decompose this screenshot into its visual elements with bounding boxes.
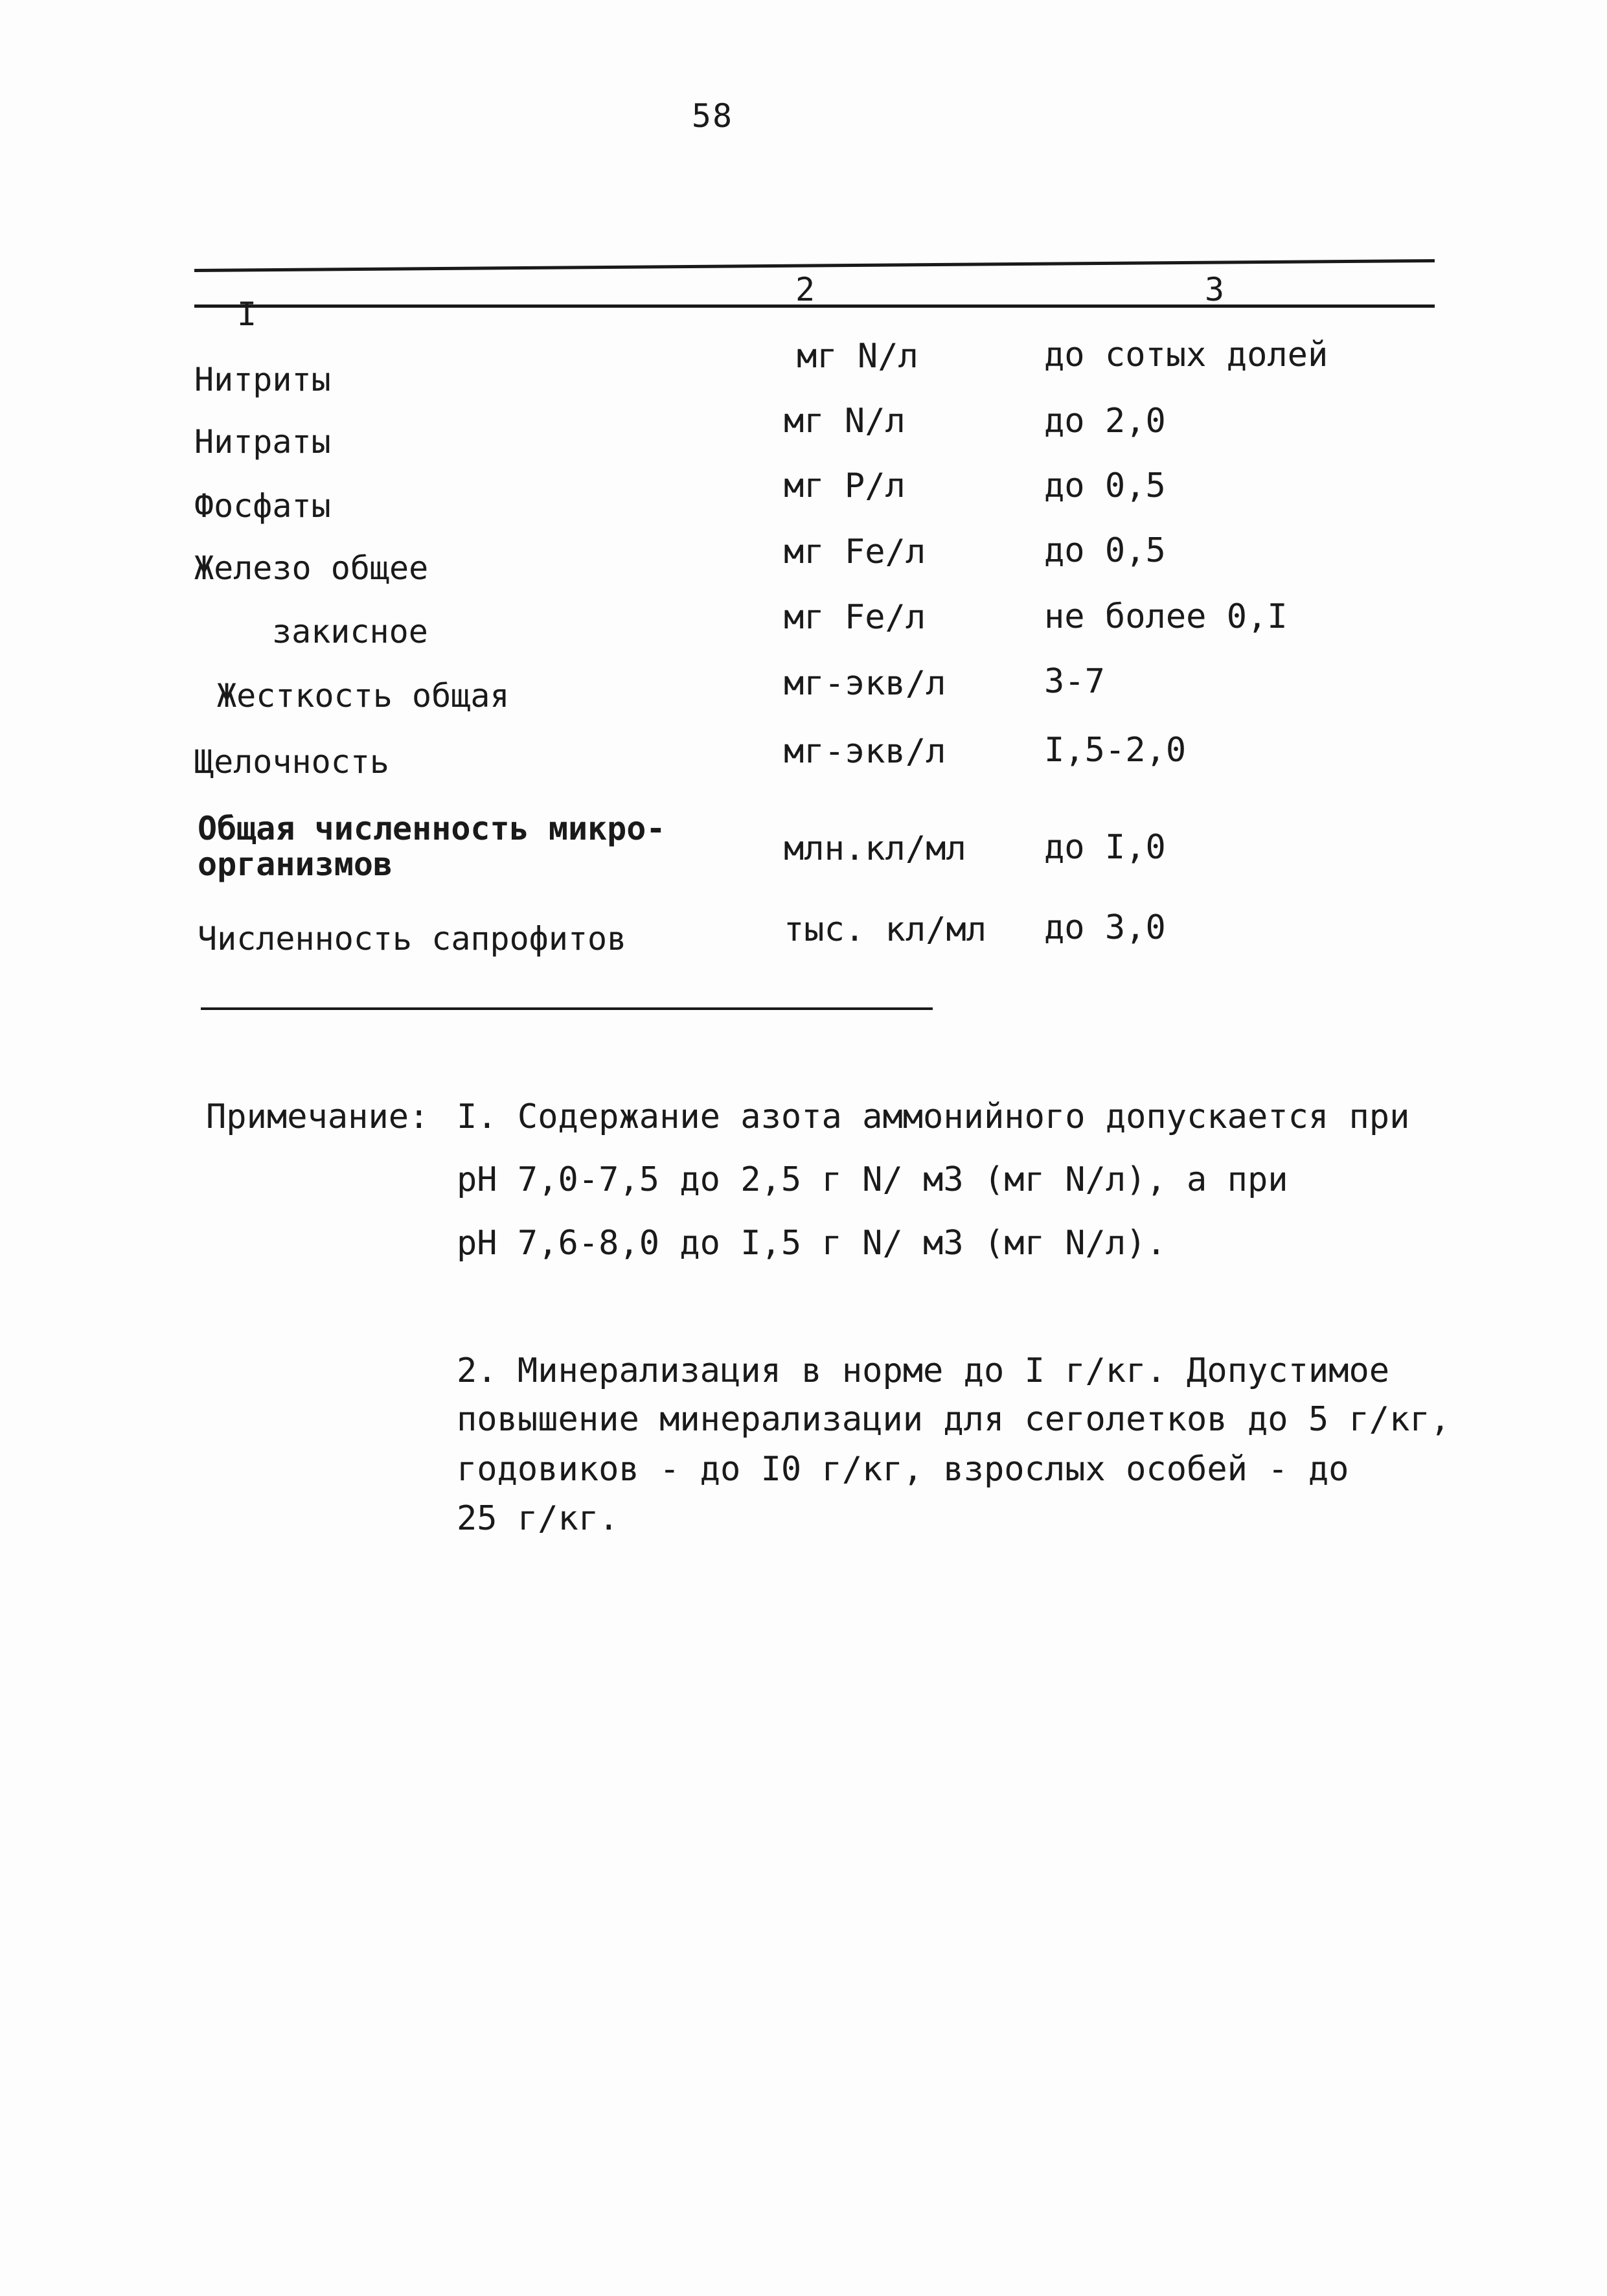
- table-row-unit: мг-экв/л: [784, 732, 946, 771]
- table-row-name: Железо общее: [194, 549, 429, 587]
- table-row-value: до сотых долей: [1044, 336, 1328, 374]
- table-row-name: Жесткость общая: [217, 677, 510, 715]
- note-item-2-line: 2. Минерализация в норме до I г/кг. Допустимое: [457, 1351, 1390, 1390]
- column-header-3: 3: [1205, 271, 1225, 308]
- table-row-value: 3-7: [1044, 662, 1105, 701]
- table-row-unit: млн.кл/мл: [784, 829, 966, 868]
- table-row-unit: мг P/л: [784, 466, 906, 505]
- table-row-value: до 0,5: [1044, 531, 1166, 570]
- note-item-1-line: I. Содержание азота аммонийного допускается при: [457, 1097, 1410, 1136]
- table-row-name: Фосфаты: [194, 487, 331, 525]
- column-header-1: I: [237, 295, 257, 333]
- column-header-2: 2: [795, 271, 815, 308]
- table-row-name: закисное: [272, 613, 428, 650]
- table-row-unit: мг N/л: [797, 337, 918, 376]
- table-row-value: до I,0: [1044, 828, 1166, 867]
- table-row-name: Нитриты: [194, 361, 331, 398]
- note-item-2-line: повышение минерализации для сеголетков до 5 г/кг,: [457, 1400, 1451, 1439]
- table-row-value: не более 0,I: [1044, 597, 1288, 636]
- table-row-unit: тыс. кл/мл: [784, 910, 987, 949]
- table-row-unit: мг Fe/л: [784, 533, 926, 571]
- note-item-2-line: годовиков - до I0 г/кг, взрослых особей - до: [457, 1450, 1349, 1489]
- table-row-name-continued: организмов: [198, 845, 393, 883]
- table-row-value: до 2,0: [1044, 402, 1166, 441]
- note-item-2-line: 25 г/кг.: [457, 1499, 619, 1538]
- page-number: 58: [691, 97, 734, 135]
- table-top-rule: [194, 259, 1435, 272]
- table-row-value: I,5-2,0: [1044, 731, 1187, 770]
- table-bottom-rule: [201, 1007, 933, 1010]
- note-item-1-line: рН 7,0-7,5 до 2,5 г N/ м3 (мг N/л), а при: [457, 1160, 1288, 1199]
- note-item-1-line: рН 7,6-8,0 до I,5 г N/ м3 (мг N/л).: [457, 1224, 1167, 1263]
- table-row-name: Нитраты: [194, 423, 331, 461]
- table-row-value: до 3,0: [1044, 908, 1166, 947]
- table-row-unit: мг-экв/л: [784, 664, 946, 703]
- table-row-value: до 0,5: [1044, 466, 1166, 505]
- table-row-name: Численность сапрофитов: [198, 920, 627, 958]
- note-label: Примечание:: [206, 1097, 429, 1136]
- table-row-name: Щелочность: [194, 743, 390, 781]
- table-row-name: Общая численность микро-: [198, 810, 666, 847]
- table-row-unit: мг Fe/л: [784, 598, 926, 637]
- table-row-unit: мг N/л: [784, 402, 906, 441]
